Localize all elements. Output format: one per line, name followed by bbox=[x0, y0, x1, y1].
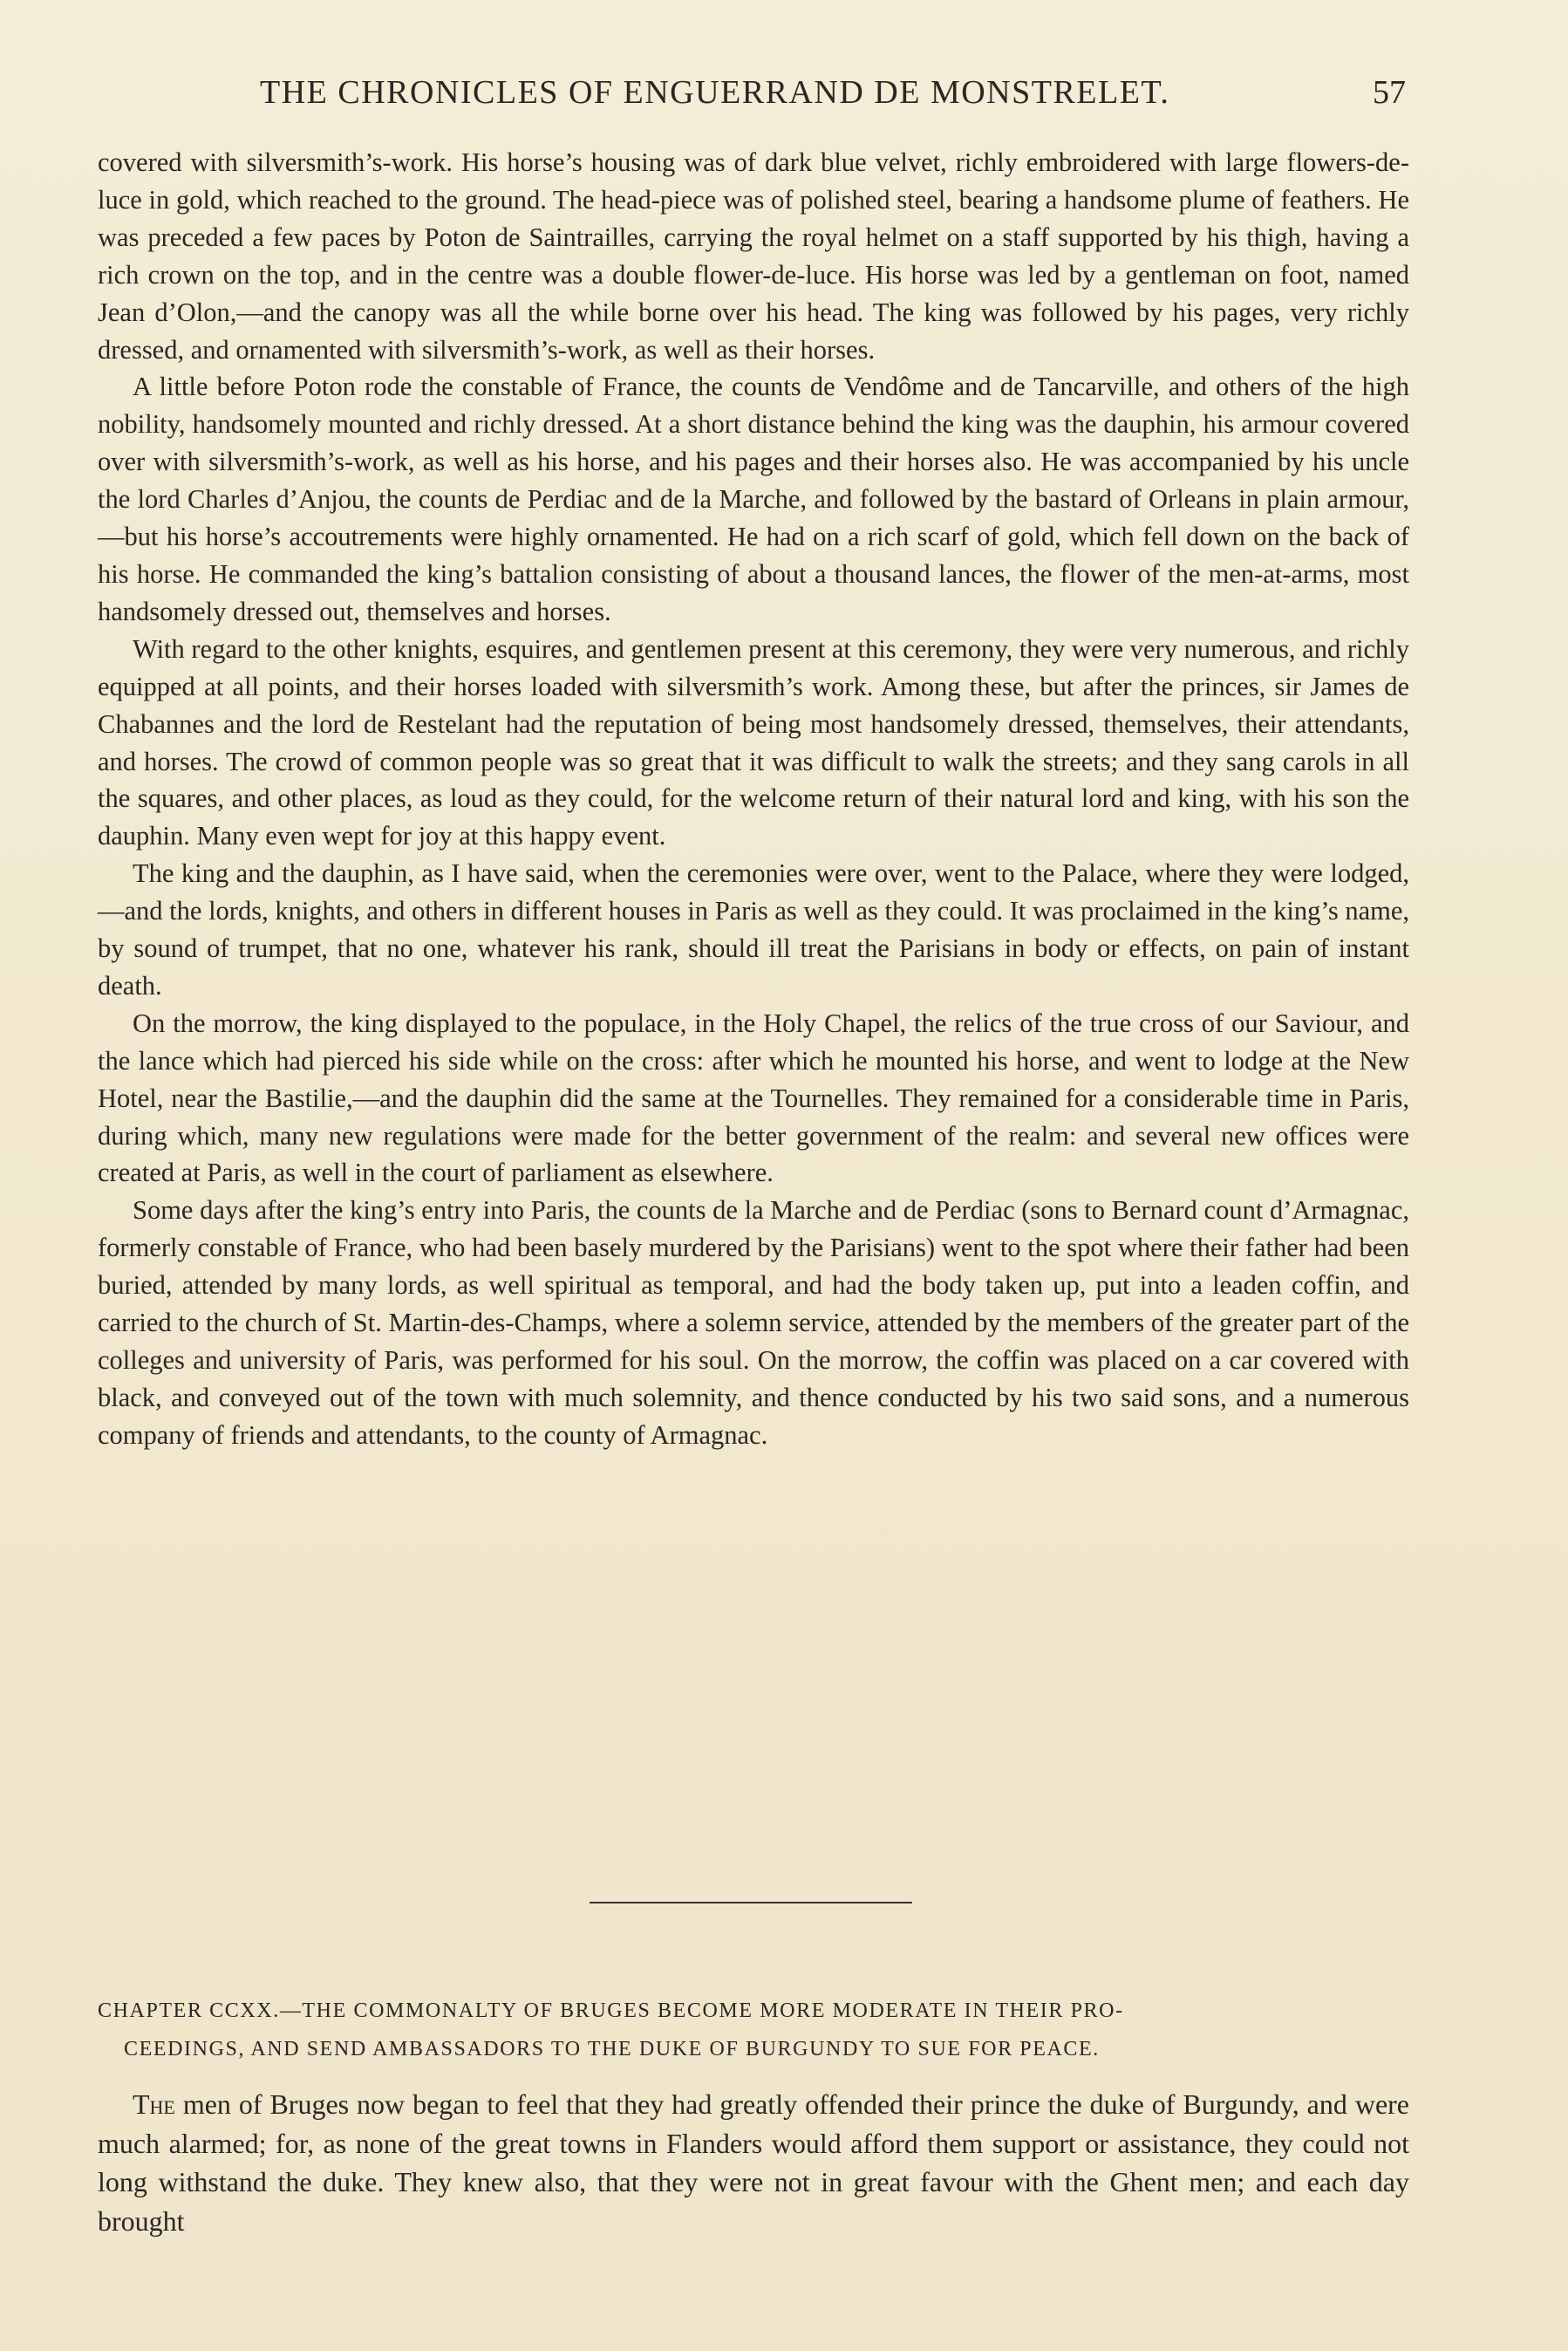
chapter-opening-text: men of Bruges now began to feel that they had greatly offended their prince the duke of Burgundy, and were much alarmed; for, as none of the great towns in Flanders would afford them support or assistance, they could not long withstand the duke. They knew also, that they were not in great favour with the Ghent men; and each day brought bbox=[98, 2088, 1409, 2237]
paragraph: A little before Poton rode the constable of France, the counts de Vendôme and de Tancarville, and others of the high nobility, handsomely mounted and richly dressed. At a short distance behind the king was the dauphin, his armour covered over with silversmith’s-work, as well as his horse, and his pages and their horses also. He was accompanied by his uncle the lord Charles d’Anjou, the counts de Perdiac and de la Marche, and followed by the bastard of Orleans in plain armour,—but his horse’s accoutrements were highly ornamented. He had on a rich scarf of gold, which fell down on the back of his horse. He commanded the king’s battalion consisting of about a thousand lances, the flower of the men-at-arms, most handsomely dressed out, themselves and horses. bbox=[98, 372, 1409, 626]
paragraph: With regard to the other knights, esquires, and gentlemen present at this ceremony, they were very numerous, and richly equipped at all points, and their horses loaded with silversmith’s work. Among these, but after the princes, sir James de Chabannes and the lord de Restelant had the reputation of being most handsomely dressed, themselves, their attendants, and horses. The crowd of common people was so great that it was difficult to walk the streets; and they sang carols in all the squares, and other places, as loud as they could, for the welcome return of their natural lord and king, with his son the dauphin. Many even wept for joy at this happy event. bbox=[98, 633, 1409, 851]
section-divider bbox=[590, 1902, 912, 1903]
main-text-block bbox=[98, 144, 1409, 1454]
chapter-text-block bbox=[98, 2085, 1409, 2240]
paragraph: On the morrow, the king displayed to the populace, in the Holy Chapel, the relics of the true cross of our Saviour, and the lance which had pierced his side while on the cross: after which he mounted his horse, and went to lodge at the New Hotel, near the Bastilie,—and the dauphin did the same at the Tournelles. They remained for a considerable time in Paris, during which, many new regulations were made for the better government of the realm: and several new offices were created at Paris, as well in the court of parliament as elsewhere. bbox=[98, 1008, 1409, 1188]
paragraph: Some days after the king’s entry into Paris, the counts de la Marche and de Perdiac (sons to Bernard count d’Armagnac, formerly constable of France, who had been basely murdered by the Parisians) went to the spot where their father had been buried, attended by many lords, as well spiritual as temporal, and had the body taken up, put into a leaden coffin, and carried to the church of St. Martin-des-Champs, where a solemn service, attended by the members of the greater part of the colleges and university of Paris, was performed for his soul. On the morrow, the coffin was placed on a car covered with black, and conveyed out of the town with much solemnity, and thence conducted by his two said sons, and a numerous company of friends and attendants, to the county of Armagnac. bbox=[98, 1195, 1409, 1450]
chapter-heading bbox=[98, 1992, 1409, 2068]
running-title: THE CHRONICLES OF ENGUERRAND DE MONSTRELET. bbox=[260, 74, 1170, 111]
paragraph: covered with silversmith’s-work. His horse’s housing was of dark blue velvet, richly embroidered with large flowers-de-luce in gold, which reached to the ground. The head-piece was of polished steel, bearing a handsome plume of feathers. He was preceded a few paces by Poton de Saintrailles, carrying the royal helmet on a staff supported by his thigh, having a rich crown on the top, and in the centre was a double flower-de-luce. His horse was led by a gentleman on foot, named Jean d’Olon,—and the canopy was all the while borne over his head. The king was followed by his pages, very richly dressed, and ornamented with silversmith’s-work, as well as their horses. bbox=[98, 147, 1409, 365]
chapter-heading-line: CHAPTER CCXX.—THE COMMONALTY OF BRUGES BECOME MORE MODERATE IN THEIR PRO- bbox=[98, 1999, 1124, 2022]
page-number: 57 bbox=[1373, 74, 1406, 111]
paragraph: The king and the dauphin, as I have said, when the ceremonies were over, went to the Palace, where they were lodged,—and the lords, knights, and others in different houses in Paris as well as they could. It was proclaimed in the king’s name, by sound of trumpet, that no one, whatever his rank, should ill treat the Parisians in body or effects, on pain of instant death. bbox=[98, 858, 1409, 1001]
chapter-heading-line: CEEDINGS, AND SEND AMBASSADORS TO THE DUKE OF BURGUNDY TO SUE FOR PEACE. bbox=[124, 2038, 1100, 2061]
chapter-lead-word: The bbox=[133, 2088, 175, 2120]
page-header bbox=[98, 73, 1406, 126]
chapter-opening-paragraph bbox=[98, 2085, 1409, 2240]
